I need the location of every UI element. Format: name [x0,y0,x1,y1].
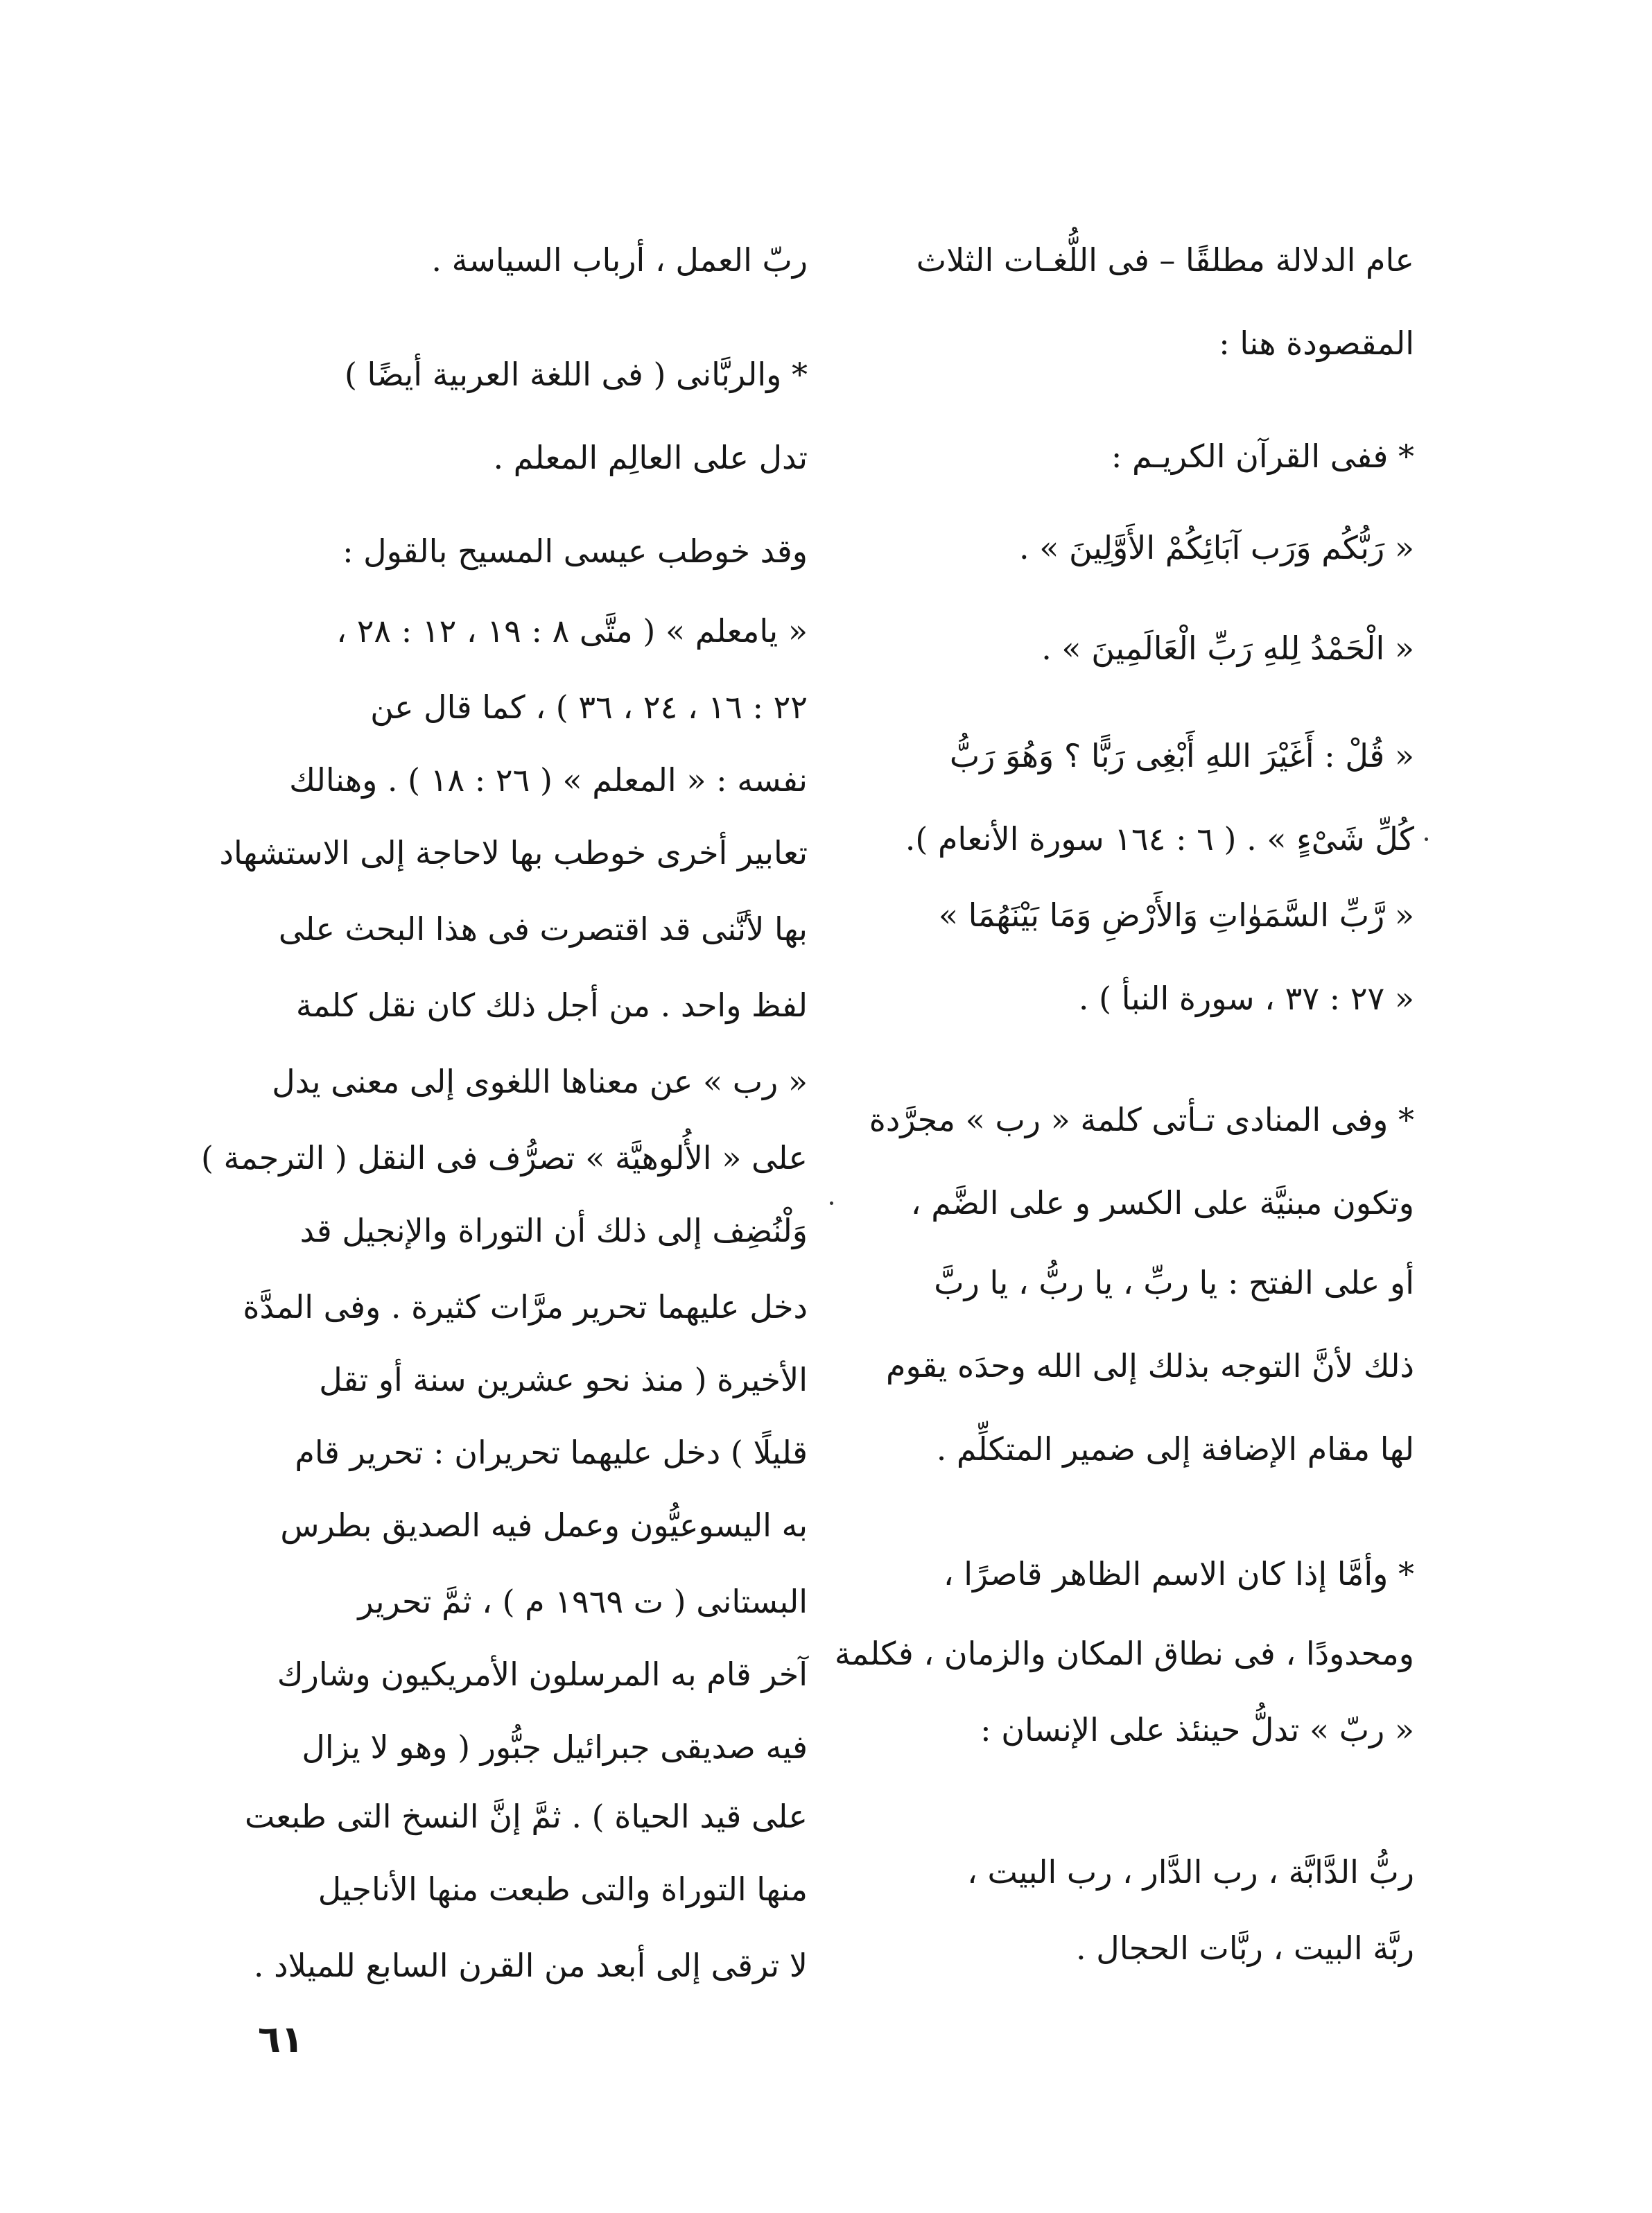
text-line: قليلًا ) دخل عليهما تحريران : تحرير قام [295,1434,808,1471]
text-line: نفسه : « المعلم » ( ٢٦ : ١٨ ) . وهنالك [289,761,808,799]
text-line: « ربّ » تدلُّ حينئذ على الإنسان : [980,1711,1414,1748]
text-line: ربّ العمل ، أرباب السياسة . [431,241,808,279]
text-line: آخر قام به المرسلون الأمريكيون وشارك [277,1656,808,1693]
text-line: « يامعلم » ( متَّى ٨ : ١٩ ، ١٢ : ٢٨ ، [336,612,808,650]
text-line: وتكون مبنيَّة على الكسر و على الضَّم ، [910,1184,1414,1222]
text-line: وَلْنُضِف إلى ذلك أن التوراة والإنجيل قد [299,1212,808,1249]
text-line: ذلك لأنَّ التوجه بذلك إلى الله وحدَه يقوم [886,1347,1414,1385]
text-line: تعابير أخرى خوطب بها لاحاجة إلى الاستشهاد [219,834,808,871]
text-line: أو على الفتح : يا ربِّ ، يا ربُّ ، يا ربَّ [934,1264,1414,1301]
text-line: لا ترقى إلى أبعد من القرن السابع للميلاد . [253,1947,808,1984]
text-line: الأخيرة ( منذ نحو عشرين سنة أو تقل [319,1361,808,1398]
text-line: * والربَّانى ( فى اللغة العربية أيضًا ) [344,356,808,393]
text-line: به اليسوعيُّون وعمل فيه الصديق بطرس [280,1507,808,1544]
text-line: على « الأُلوهيَّة » تصرُّف فى النقل ( الترجمة ) [200,1139,808,1177]
text-line: * وأمَّا إذا كان الاسم الظاهر قاصرًا ، [943,1555,1414,1593]
scan-speck [1425,838,1428,841]
quran-quote: « رَبُّكُم وَرَب آبَائِكُمْ الأَوَّلِينَ » . [1019,529,1414,566]
quran-quote: « قُلْ : أَغَيْرَ اللهِ أَبْغِى رَبًّا ؟ وَهُوَ رَبُّ [949,737,1414,774]
text-line: منها التوراة والتى طبعت منها الأناجيل [318,1871,808,1908]
scan-speck [830,1201,833,1205]
quran-quote: « ٢٧ : ٣٧ ، سورة النبأ ) . [1078,980,1414,1017]
text-line: * وفى المنادى تـأتى كلمة « رب » مجرَّدة [869,1101,1414,1138]
text-line: المقصودة هنا : [1219,324,1414,362]
text-line: لها مقام الإضافة إلى ضمير المتكلِّم . [936,1430,1414,1468]
text-line: ربَّة البيت ، ربَّات الحجال . [1076,1929,1414,1967]
page-number: ٦١ [258,2017,304,2061]
text-line: ربُّ الدَّابَّة ، رب الدَّار ، رب البيت ، [967,1853,1414,1891]
text-line: وقد خوطب عيسى المسيح بالقول : [342,532,808,570]
text-line: عام الدلالة مطلقًا – فى اللُّغـات الثلاث [916,241,1414,279]
text-line: البستانى ( ت ١٩٦٩ م ) ، ثمَّ تحرير [358,1583,808,1620]
quran-quote: « الْحَمْدُ لِلهِ رَبِّ الْعَالَمِينَ » . [1041,630,1414,667]
quran-quote: كُلِّ شَىْءٍ » . ( ٦ : ١٦٤ سورة الأنعام ). [905,820,1414,858]
text-line: تدل على العالِم المعلم . [493,439,808,476]
text-line: بها لأنَّنى قد اقتصرت فى هذا البحث على [278,910,808,948]
text-line: لفظ واحد . من أجل ذلك كان نقل كلمة [295,987,808,1024]
text-line: ٢٢ : ١٦ ، ٢٤ ، ٣٦ ) ، كما قال عن [370,688,808,726]
quran-quote: « رَّبِّ السَّمَوٰاتِ وَالأَرْضِ وَمَا بَيْنَهُمَا » [938,896,1414,934]
text-line: ومحدودًا ، فى نطاق المكان والزمان ، فكلمة [834,1635,1414,1672]
text-line: على قيد الحياة ) . ثمَّ إنَّ النسخ التى طبعت [245,1798,808,1835]
text-line: * ففى القرآن الكريـم : [1111,437,1414,475]
text-line: دخل عليهما تحرير مرَّات كثيرة . وفى المدَّة [243,1288,808,1326]
text-line: فيه صديقى جبرائيل جبُّور ( وهو لا يزال [302,1728,808,1766]
text-line: « رب » عن معناها اللغوى إلى معنى يدل [272,1063,808,1100]
